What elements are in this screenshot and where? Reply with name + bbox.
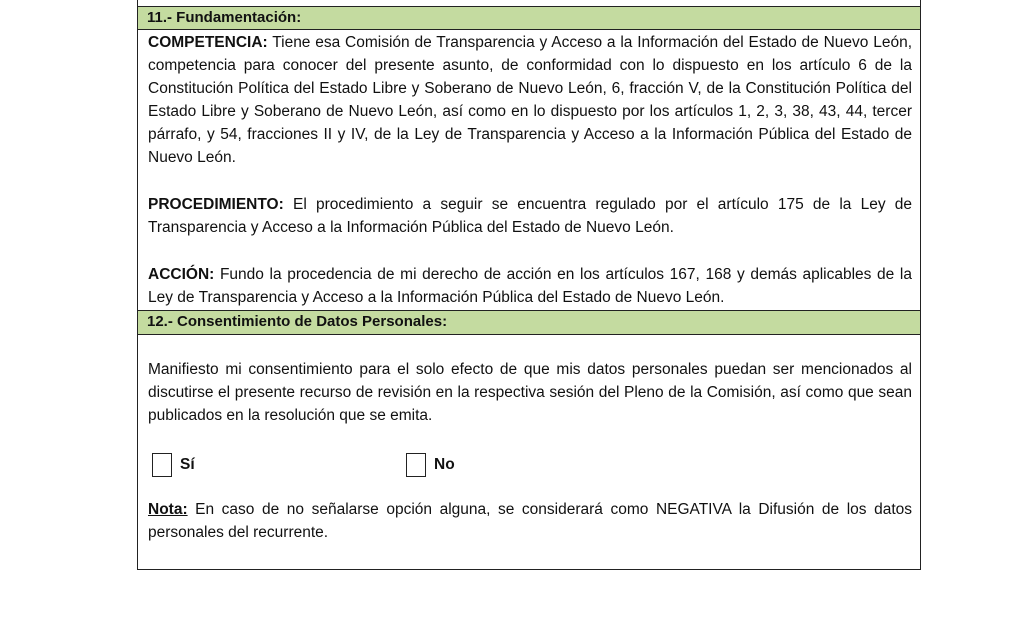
nota-label: Nota: <box>148 501 188 518</box>
no-checkbox[interactable] <box>406 453 426 477</box>
procedimiento-paragraph <box>148 193 912 239</box>
competencia-label: COMPETENCIA: <box>148 34 268 51</box>
consent-paragraph <box>148 358 912 427</box>
competencia-paragraph <box>148 31 912 169</box>
section-11-header <box>138 6 920 30</box>
accion-text: Fundo la procedencia de mi derecho de acción en los artículos 167, 168 y demás aplicables de la Ley de Transparencia y Acceso a la Información Pública del Estado de Nuevo León. <box>148 266 912 306</box>
si-checkbox[interactable] <box>152 453 172 477</box>
competencia-text: Tiene esa Comisión de Transparencia y Acceso a la Información del Estado de Nuevo León, competencia para conocer del presente asunto, de conformidad con lo dispuesto en los artículo 6 de la Constitución Política del Estado Libre y Soberano de Nuevo León, 6, fracción V, de la Constitución Política del Estado Libre y Soberano de Nuevo León, así como en lo dispuesto por los artículos 1, 2, 3, 38, 43, 44, tercer párrafo, y 54, fracciones II y IV, de la Ley de Transparencia y Acceso a la Información Pública del Estado de Nuevo León. <box>148 34 912 166</box>
accion-label: ACCIÓN: <box>148 266 215 283</box>
section-12-header <box>138 310 920 335</box>
section-12-title: 12.- Consentimiento de Datos Personales: <box>147 313 448 330</box>
nota-text: En caso de no señalarse opción alguna, se considerará como NEGATIVA la Difusión de los datos personales del recurrente. <box>148 501 912 541</box>
si-label: Sí <box>180 456 195 473</box>
procedimiento-text: El procedimiento a seguir se encuentra regulado por el artículo 175 de la Ley de Transparencia y Acceso a la Información Pública del Estado de Nuevo León. <box>148 196 912 236</box>
consent-text: Manifiesto mi consentimiento para el solo efecto de que mis datos personales puedan ser mencionados al discutirse el presente recurso de revisión en la respectiva sesión del Pleno de la Comisión, así como que sean publicados en la resolución que se emita. <box>148 361 912 424</box>
option-no <box>406 452 455 478</box>
nota-paragraph <box>148 498 912 544</box>
option-si <box>152 452 195 478</box>
accion-paragraph <box>148 263 912 309</box>
procedimiento-label: PROCEDIMIENTO: <box>148 196 284 213</box>
form-container <box>137 0 921 570</box>
no-label: No <box>434 456 455 473</box>
section-11-title: 11.- Fundamentación: <box>147 9 302 26</box>
